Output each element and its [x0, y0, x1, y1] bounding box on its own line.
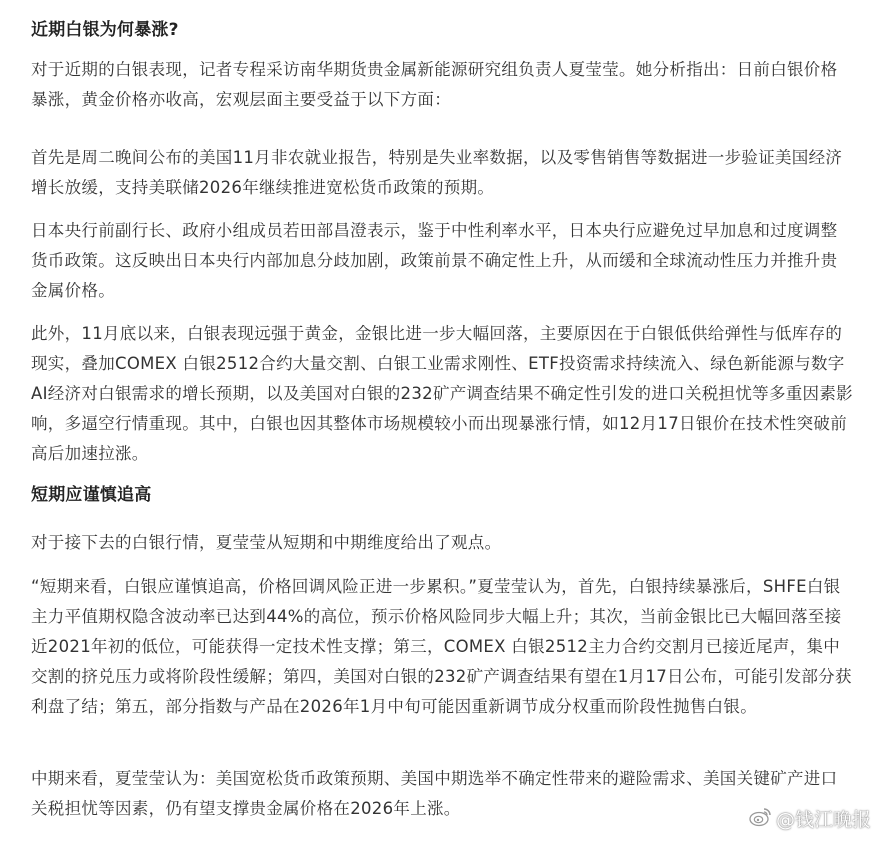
paragraph-silver-vs-gold: 此外，11月底以来，白银表现远强于黄金，金银比进一步大幅回落，主要原因在于白银低供给弹性与低库存的现实，叠加COMEX 白银2512合约大量交割、白银工业需求刚性、ETF投资需求持续流入、绿色新能源与数字AI经济对白银需求的增长预期，以及美国对白银的232矿产调查结果不确定性引发的进口关税担忧等多重因素影响，多逼空行情重现。其中，白银也因其整体市场规模较小而出现暴涨行情，如12月17日银价在技术性突破前高后加速拉涨。	[31, 324, 853, 463]
paragraph-mid-term-view: 中期来看，夏莹莹认为：美国宽松货币政策预期、美国中期选举不确定性带来的避险需求、美国关键矿产进口关税担忧等因素，仍有望支撑贵金属价格在2026年上涨。	[31, 769, 838, 818]
paragraph-outlook-intro: 对于接下去的白银行情，夏莹莹从短期和中期维度给出了观点。	[31, 533, 502, 552]
weibo-icon	[749, 805, 773, 832]
source-watermark	[749, 805, 871, 832]
paragraph-intro: 对于近期的白银表现，记者专程采访南华期货贵金属新能源研究组负责人夏莹莹。她分析指出：日前白银价格暴涨，黄金价格亦收高，宏观层面主要受益于以下方面：	[31, 60, 838, 109]
section-heading-why-silver-surged: 近期白银为何暴涨?	[31, 20, 179, 40]
watermark-text: @钱江晚报	[775, 809, 871, 831]
paragraph-short-term-view: “短期来看，白银应谨慎追高，价格回调风险正进一步累积。”夏莹莹认为，首先，白银持续暴涨后，SHFE白银主力平值期权隐含波动率已达到44%的高位，预示价格风险同步大幅上升；其次，当前金银比已大幅回落至接近2021年初的低位，可能获得一定技术性支撑；第三，COMEX 白银2512主力合约交割月已接近尾声，集中交割的挤兑压力或将阶段性缓解；第四，美国对白银的232矿产调查结果有望在1月17日公布，可能引发部分获利盘了结；第五，部分指数与产品在2026年1月中旬可能因重新调节成分权重而阶段性抛售白银。	[31, 577, 852, 716]
paragraph-boj-policy: 日本央行前副行长、政府小组成员若田部昌澄表示，鉴于中性利率水平，日本央行应避免过早加息和过度调整货币政策。这反映出日本央行内部加息分歧加剧，政策前景不确定性上升，从而缓和全球流动性压力并推升贵金属价格。	[31, 221, 838, 300]
paragraph-us-jobs-report: 首先是周二晚间公布的美国11月非农就业报告，特别是失业率数据，以及零售销售等数据进一步验证美国经济增长放缓，支持美联储2026年继续推进宽松货币政策的预期。	[31, 148, 843, 197]
section-heading-short-term-caution: 短期应谨慎追高	[31, 485, 152, 505]
